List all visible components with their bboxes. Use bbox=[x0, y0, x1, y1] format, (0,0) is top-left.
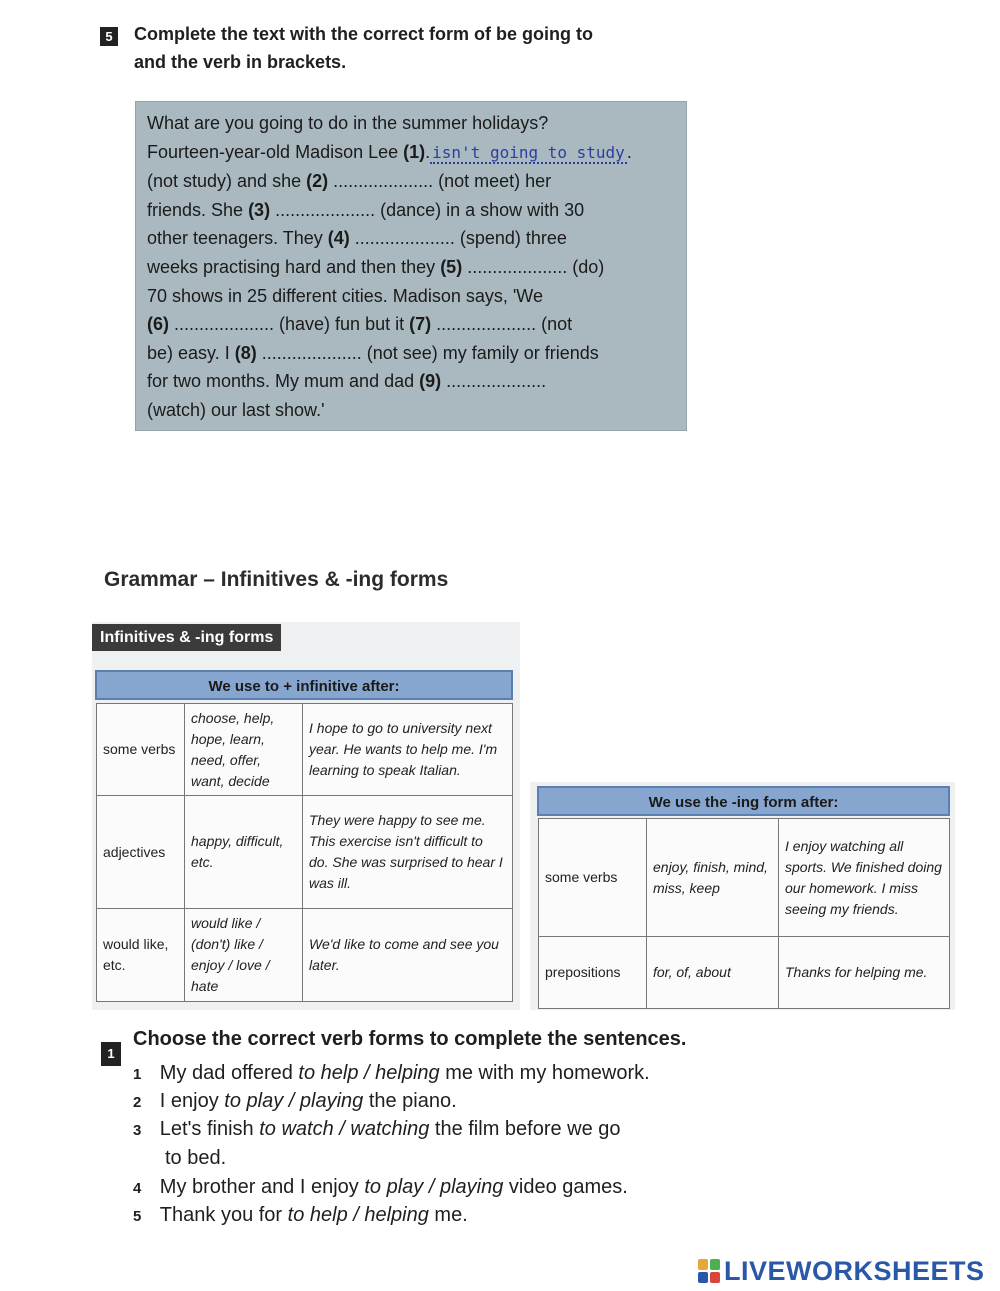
ing-form-table bbox=[538, 818, 950, 1009]
question-number: 2 bbox=[133, 1094, 142, 1111]
instruction-line-1: Complete the text with the correct form of be going to bbox=[134, 24, 594, 44]
text-line: 70 shows in 25 different cities. Madison says, 'We bbox=[147, 285, 543, 306]
question-number: 5 bbox=[133, 1208, 142, 1225]
text-line: for two months. My mum and dad (9) .................... bbox=[147, 371, 547, 392]
gap-number: (4) bbox=[327, 228, 350, 249]
table-2-header: We use the -ing form after: bbox=[537, 786, 950, 816]
row-category: adjectives bbox=[97, 796, 185, 909]
question-text: Thank you for to help / helping me. bbox=[159, 1204, 468, 1226]
table-row bbox=[97, 796, 513, 909]
exercise-1-instruction: Choose the correct verb forms to complete the sentences. bbox=[133, 1028, 687, 1050]
question-text: My dad offered to help / helping me with my homework. bbox=[159, 1062, 650, 1084]
question-number: 3 bbox=[133, 1122, 142, 1139]
table-row bbox=[97, 909, 513, 1002]
row-words: would like / (don't) like / enjoy / love / hate bbox=[185, 909, 303, 1002]
story-text-box bbox=[135, 101, 687, 431]
exercise-5-number: 5 bbox=[100, 27, 118, 46]
question-4 bbox=[133, 1176, 628, 1199]
text-line bbox=[147, 310, 677, 339]
gap-number: (9) bbox=[419, 371, 442, 392]
text-line: be) easy. I (8) .................... (not see) my family or friends bbox=[147, 342, 599, 363]
liveworksheets-logo bbox=[698, 1255, 985, 1287]
text-line: Fourteen-year-old Madison Lee (1). isn't going to study . bbox=[147, 141, 632, 162]
answer-gap-7[interactable]: .................... (not bbox=[431, 314, 573, 335]
table-row bbox=[539, 819, 950, 937]
gap-number: (2) bbox=[306, 171, 329, 192]
table-row bbox=[539, 937, 950, 1009]
gap-number: (6) bbox=[147, 314, 169, 335]
answer-options[interactable]: to help / helping bbox=[298, 1062, 440, 1084]
gap-number: (5) bbox=[440, 256, 463, 277]
instruction-line-2: and the verb in brackets. bbox=[134, 52, 347, 72]
question-1 bbox=[133, 1062, 650, 1085]
answer-gap-6[interactable]: .................... (have) fun but it bbox=[169, 314, 410, 335]
answer-options[interactable]: to play / playing bbox=[224, 1090, 364, 1112]
answer-1-handwritten: isn't going to study bbox=[432, 142, 625, 162]
answer-gap-4[interactable]: .................... (spend) three bbox=[349, 228, 567, 249]
logo-mark-icon bbox=[698, 1259, 720, 1283]
answer-gap-2[interactable]: .................... (not meet) her bbox=[328, 171, 552, 192]
infinitive-table bbox=[96, 703, 513, 1002]
answer-gap-8[interactable]: .................... (not see) my family or friends bbox=[256, 342, 599, 363]
text-line: weeks practising hard and then they (5) .................... (do) bbox=[147, 256, 605, 277]
row-examples: I enjoy watching all sports. We finished doing our homework. I miss seeing my friends. bbox=[779, 819, 950, 937]
row-examples: They were happy to see me. This exercise isn't difficult to do. She was surprised to hear I was ill. bbox=[303, 796, 513, 909]
answer-gap-3[interactable]: .................... (dance) in a show with 30 bbox=[270, 199, 585, 220]
question-number: 1 bbox=[133, 1066, 142, 1083]
table-1-header: We use to + infinitive after: bbox=[95, 670, 513, 700]
text-line: What are you going to do in the summer holidays? bbox=[147, 113, 549, 133]
gap-number: (8) bbox=[234, 342, 257, 363]
row-words: choose, help, hope, learn, need, offer, want, decide bbox=[185, 704, 303, 796]
table-row bbox=[97, 704, 513, 796]
gap-number: (1) bbox=[403, 141, 426, 162]
answer-options[interactable]: to help / helping bbox=[287, 1204, 429, 1226]
question-text: My brother and I enjoy to play / playing video games. bbox=[159, 1176, 628, 1198]
grammar-tag: Infinitives & -ing forms bbox=[92, 624, 281, 651]
question-3-continuation: to bed. bbox=[165, 1147, 227, 1169]
answer-options[interactable]: to play / playing bbox=[364, 1176, 504, 1198]
logo-text: LIVEWORKSHEETS bbox=[724, 1255, 985, 1286]
gap-number: (7) bbox=[409, 314, 432, 335]
exercise-1-number: 1 bbox=[101, 1042, 121, 1066]
gap-number: (3) bbox=[248, 199, 271, 220]
grammar-title: Grammar – Infinitives & -ing forms bbox=[104, 568, 449, 591]
row-category: some verbs bbox=[97, 704, 185, 796]
question-text: Let's finish to watch / watching the film before we go bbox=[159, 1118, 621, 1140]
question-text: I enjoy to play / playing the piano. bbox=[159, 1090, 457, 1112]
question-3 bbox=[133, 1118, 621, 1141]
exercise-5-instruction bbox=[134, 20, 593, 76]
question-2 bbox=[133, 1090, 457, 1113]
row-words: enjoy, finish, mind, miss, keep bbox=[647, 819, 779, 937]
text-line: friends. She (3) .................... (dance) in a show with 30 bbox=[147, 199, 585, 220]
row-words: for, of, about bbox=[647, 937, 779, 1009]
row-category: prepositions bbox=[539, 937, 647, 1009]
text-line: (watch) our last show.' bbox=[147, 399, 325, 420]
row-examples: Thanks for helping me. bbox=[779, 937, 950, 1009]
question-number: 4 bbox=[133, 1180, 142, 1197]
text-line: (not study) and she (2) .................... (not meet) her bbox=[147, 171, 552, 192]
answer-options[interactable]: to watch / watching bbox=[259, 1118, 430, 1140]
row-examples: We'd like to come and see you later. bbox=[303, 909, 513, 1002]
text-line: other teenagers. They (4) .................... (spend) three bbox=[147, 228, 567, 249]
answer-gap-5[interactable]: .................... (do) bbox=[462, 256, 605, 277]
row-category: some verbs bbox=[539, 819, 647, 937]
row-category: would like, etc. bbox=[97, 909, 185, 1002]
question-5 bbox=[133, 1204, 468, 1227]
row-examples: I hope to go to university next year. He wants to help me. I'm learning to speak Italian. bbox=[303, 704, 513, 796]
row-words: happy, difficult, etc. bbox=[185, 796, 303, 909]
answer-gap-9[interactable]: .................... bbox=[441, 371, 547, 392]
